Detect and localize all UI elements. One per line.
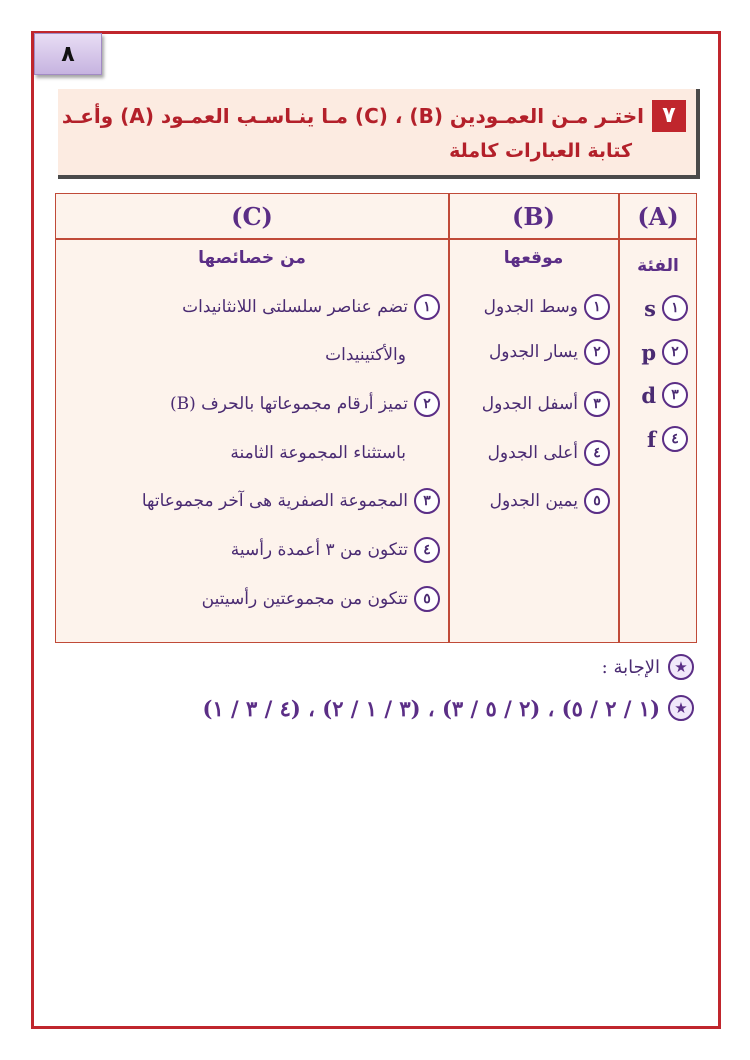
number-circle: ١ — [584, 294, 610, 320]
star-bullet-icon: ★ — [668, 654, 694, 680]
question-line-1 — [61, 97, 686, 133]
number-circle: ٢ — [584, 339, 610, 365]
number-circle: ٤ — [584, 440, 610, 466]
col-b-item — [488, 436, 610, 470]
question-text-continued: كتابة العبارات كاملة — [449, 139, 632, 162]
question-box — [58, 89, 700, 179]
property-text: المجموعة الصفرية هى آخر مجموعاتها — [141, 491, 408, 511]
column-b-header: (B) — [512, 201, 555, 231]
category-letter: p — [641, 339, 656, 365]
question-text: اختـر مـن العمـودين (B) ، (C) مـا ينـاسـب العمـود (A) وأعـد — [61, 103, 644, 128]
col-a-item — [641, 335, 688, 369]
location-text: يمين الجدول — [489, 491, 578, 511]
col-a-item — [647, 422, 688, 456]
page-number-badge: ٨ — [34, 33, 102, 75]
number-circle: ٢ — [662, 339, 688, 365]
number-circle: ٥ — [584, 488, 610, 514]
number-circle: ٥ — [414, 586, 440, 612]
property-text-continued: باستثناء المجموعة الثامنة — [230, 443, 406, 463]
location-text: أسفل الجدول — [481, 394, 578, 414]
col-b-item — [489, 335, 610, 369]
column-a-subheader: الفئة — [637, 256, 679, 276]
col-b-item — [484, 290, 610, 324]
location-text: وسط الجدول — [483, 297, 578, 317]
col-c-item — [231, 533, 440, 567]
col-c-item — [142, 484, 440, 518]
col-c-item — [202, 582, 440, 616]
matching-table — [55, 193, 697, 643]
col-b-item — [482, 387, 610, 421]
col-a-item — [644, 291, 688, 325]
column-c-header: (C) — [231, 201, 273, 231]
number-circle: ٣ — [662, 382, 688, 408]
property-text: تتكون من مجموعتين رأسيتين — [201, 589, 408, 609]
column-b-subheader: موقعها — [503, 248, 564, 268]
category-letter: f — [646, 426, 656, 452]
header-divider — [56, 238, 696, 240]
column-a-header: (A) — [637, 201, 679, 231]
property-text-continued: والأكتينيدات — [325, 345, 406, 365]
col-c-item-continued — [230, 436, 406, 470]
number-circle: ١ — [662, 295, 688, 321]
location-text: أعلى الجدول — [487, 443, 578, 463]
property-text: تميز أرقام مجموعاتها بالحرف (B) — [169, 394, 408, 414]
number-circle: ٣ — [584, 391, 610, 417]
property-text: تضم عناصر سلسلتى اللانثانيدات — [182, 297, 408, 317]
column-c-subheader: من خصائصها — [198, 248, 306, 268]
category-letter: s — [644, 295, 656, 321]
col-c-item-continued — [325, 338, 406, 372]
number-circle: ٢ — [414, 391, 440, 417]
answer-row — [203, 695, 694, 721]
location-text: يسار الجدول — [488, 342, 578, 362]
col-a-item — [641, 378, 688, 412]
answer-label: الإجابة : — [601, 656, 660, 678]
category-letter: d — [641, 382, 656, 408]
number-circle: ٤ — [662, 426, 688, 452]
property-text: تتكون من ٣ أعمدة رأسية — [230, 540, 408, 560]
col-c-item — [170, 387, 440, 421]
star-bullet-icon: ★ — [668, 695, 694, 721]
number-circle: ١ — [414, 294, 440, 320]
question-number: ٧ — [652, 100, 686, 132]
answer-label-row — [602, 654, 694, 680]
answer-text: (١ / ٢ / ٥) ، (٢ / ٥ / ٣) ، (٣ / ١ / ٢) ، (٤ / ٣ / ١) — [202, 695, 660, 721]
col-b-item — [490, 484, 610, 518]
col-c-item — [182, 290, 440, 324]
number-circle: ٤ — [414, 537, 440, 563]
number-circle: ٣ — [414, 488, 440, 514]
